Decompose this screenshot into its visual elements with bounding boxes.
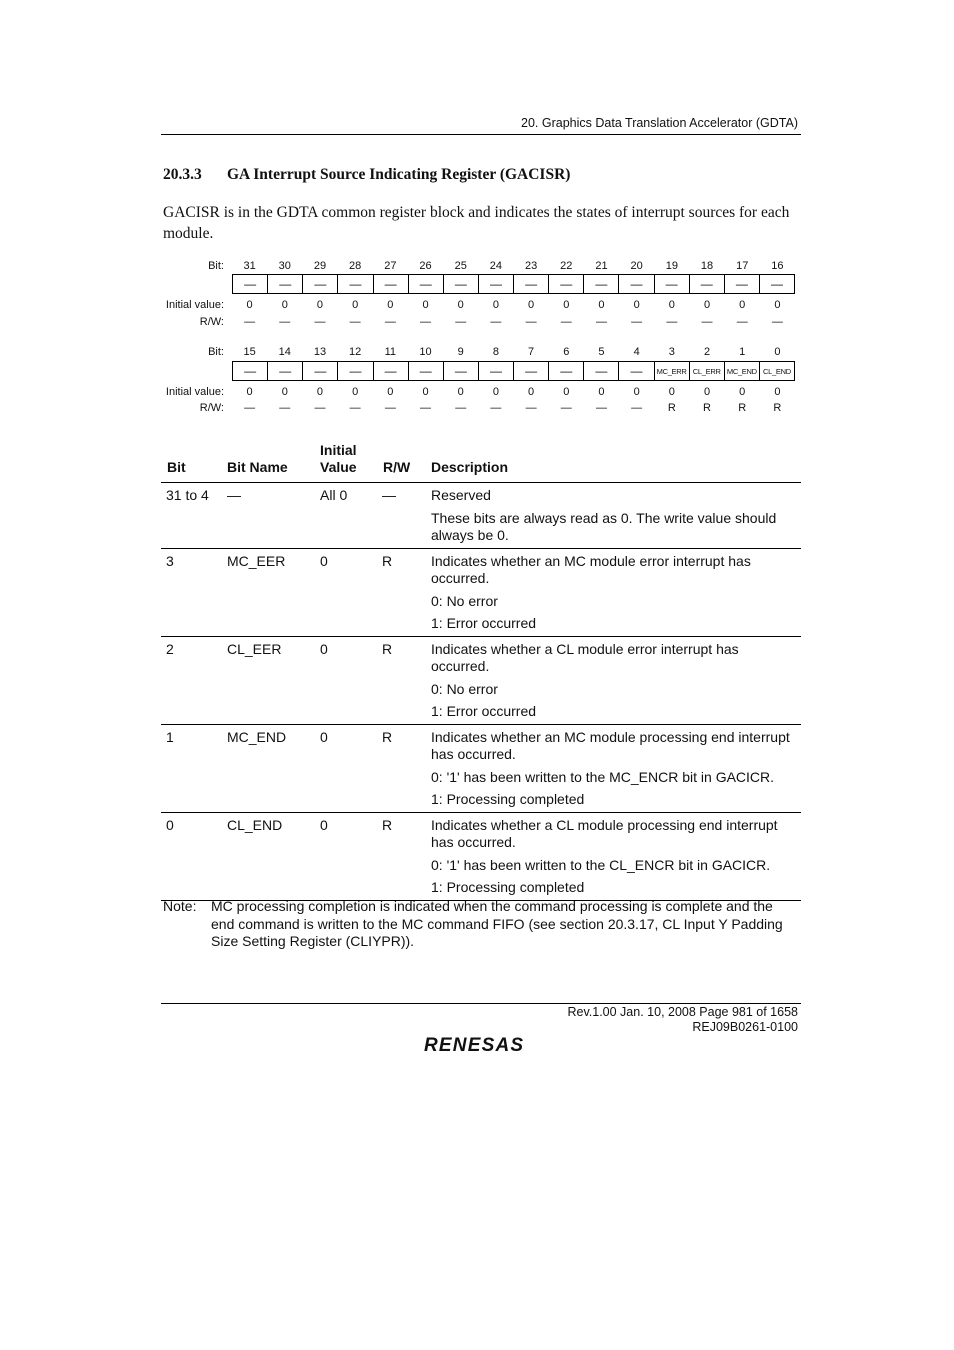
table-row xyxy=(161,813,801,901)
bit-number: 27 xyxy=(384,260,397,272)
bit-number: 11 xyxy=(384,346,397,358)
register-bit-cell: MC_END xyxy=(724,362,759,380)
table-row xyxy=(161,637,801,725)
rw-value: R xyxy=(738,402,747,414)
rw-value: — xyxy=(349,316,361,328)
rw-value: — xyxy=(349,402,361,414)
bit-number: 25 xyxy=(454,260,467,272)
bit-number: 24 xyxy=(489,260,503,272)
register-bit-cell: — xyxy=(548,275,583,293)
rw-values-lower xyxy=(232,402,795,414)
cell-name: — xyxy=(227,487,241,503)
cell-description xyxy=(431,813,797,900)
rw-values-upper xyxy=(232,316,795,328)
register-bit-cell: — xyxy=(548,362,583,380)
initial-value: 0 xyxy=(352,299,359,311)
register-bit-cell: — xyxy=(689,275,724,293)
rw-value: — xyxy=(314,316,326,328)
initial-value: 0 xyxy=(387,386,394,398)
rw-value: — xyxy=(736,316,748,328)
initial-value: 0 xyxy=(316,299,324,311)
register-bit-cell: — xyxy=(478,275,513,293)
bit-number: 16 xyxy=(771,260,784,272)
register-bit-cell: — xyxy=(513,275,548,293)
register-bit-cell: — xyxy=(618,275,653,293)
initial-value: 0 xyxy=(492,299,499,311)
initial-values-lower xyxy=(232,386,795,398)
initial-value: 0 xyxy=(633,299,640,311)
initial-value: 0 xyxy=(246,299,253,311)
register-bit-cell: — xyxy=(337,362,372,380)
bit-numbers-lower xyxy=(232,346,795,358)
initial-value: 0 xyxy=(563,386,570,398)
initial-value: 0 xyxy=(528,299,535,311)
register-bit-cell: — xyxy=(373,362,408,380)
rw-value: — xyxy=(560,402,572,414)
bit-description-table xyxy=(161,436,801,901)
bit-number: 22 xyxy=(560,260,573,272)
section-title-text: GA Interrupt Source Indicating Register (GACISR) xyxy=(227,166,571,183)
initial-value: 0 xyxy=(281,386,288,398)
initial-value: 0 xyxy=(703,386,711,398)
rw-value: — xyxy=(490,316,502,328)
rw-value: — xyxy=(595,316,607,328)
register-bit-cell: — xyxy=(302,362,337,380)
description-line: These bits are always read as 0. The write value should always be 0. xyxy=(431,509,777,543)
bit-label-upper: Bit: xyxy=(208,260,224,272)
running-header: 20. Graphics Data Translation Accelerator (GDTA) xyxy=(521,116,798,130)
bit-number: 5 xyxy=(598,346,605,358)
rw-label-lower: R/W: xyxy=(199,402,224,414)
bit-number: 6 xyxy=(563,346,570,358)
bit-number: 0 xyxy=(774,346,781,358)
register-bit-cell: — xyxy=(337,275,372,293)
note-label: Note: xyxy=(163,898,197,914)
cell-initial: All 0 xyxy=(320,487,348,503)
initial-value: 0 xyxy=(774,299,781,311)
bit-number: 15 xyxy=(243,346,256,358)
bit-number: 1 xyxy=(739,346,746,358)
rw-value: — xyxy=(384,316,396,328)
rw-value: — xyxy=(420,402,432,414)
header-bit-name: Bit Name xyxy=(227,459,288,475)
table-row xyxy=(161,549,801,637)
description-line: 0: '1' has been written to the CL_ENCR bit in GACICR. xyxy=(431,856,771,873)
bit-number: 17 xyxy=(736,260,749,272)
section-number: 20.3.3 xyxy=(163,166,202,183)
bit-number: 31 xyxy=(243,260,256,272)
cell-rw: R xyxy=(382,552,393,569)
cell-name: CL_EER xyxy=(227,640,282,657)
header-initial-line2: Value xyxy=(320,459,357,475)
rw-value: — xyxy=(701,316,713,328)
rw-value: — xyxy=(771,316,783,328)
register-bit-cell: — xyxy=(244,364,257,378)
initial-value: 0 xyxy=(457,386,464,398)
register-bit-cell: — xyxy=(443,362,478,380)
cell-initial: 0 xyxy=(320,816,328,833)
rw-value: — xyxy=(666,316,678,328)
register-bit-cell: — xyxy=(267,362,302,380)
bit-number: 9 xyxy=(457,346,464,358)
rw-label-upper: R/W: xyxy=(199,316,224,328)
initial-value: 0 xyxy=(668,299,675,311)
register-bit-cell: — xyxy=(583,362,618,380)
description-line: 1: Error occurred xyxy=(431,703,537,719)
register-bit-cell: — xyxy=(618,362,653,380)
initial-value: 0 xyxy=(422,299,429,311)
register-bit-cell: MC_ERR xyxy=(654,362,689,380)
table-header xyxy=(161,436,801,483)
bit-number: 3 xyxy=(668,346,675,358)
rw-value: — xyxy=(631,402,643,414)
initial-value: 0 xyxy=(598,386,605,398)
footer-revision: Rev.1.00 Jan. 10, 2008 Page 981 of 1658 xyxy=(567,1005,798,1019)
cell-bit: 31 to 4 xyxy=(166,487,209,503)
rw-value: — xyxy=(244,402,256,414)
initial-label-upper: Initial value: xyxy=(165,299,224,311)
register-bit-cell: — xyxy=(267,275,302,293)
initial-value: 0 xyxy=(598,299,605,311)
header-initial-value xyxy=(320,442,357,476)
register-bit-cell: — xyxy=(583,275,618,293)
rw-value: — xyxy=(455,316,467,328)
bit-number: 28 xyxy=(349,260,362,272)
register-bit-cell: — xyxy=(373,275,408,293)
cell-description xyxy=(431,725,797,812)
cell-initial: 0 xyxy=(320,640,328,657)
register-cells-lower xyxy=(232,361,795,381)
register-bit-cell: CL_ERR xyxy=(689,362,724,380)
bit-number: 4 xyxy=(633,346,640,358)
section-title xyxy=(163,166,570,184)
description-line: 1: Error occurred xyxy=(431,615,537,631)
cell-initial: 0 xyxy=(320,552,328,569)
footer-doc-number: REJ09B0261-0100 xyxy=(692,1020,798,1034)
rw-value: — xyxy=(595,402,607,414)
register-bit-cell: CL_END xyxy=(759,362,794,380)
description-line: Reserved xyxy=(431,487,491,503)
register-bit-cell: — xyxy=(759,275,794,293)
rw-value: R xyxy=(667,402,676,414)
footer-rule xyxy=(161,1003,801,1004)
initial-values-upper xyxy=(232,299,795,311)
table-row xyxy=(161,725,801,813)
note xyxy=(163,898,799,951)
description-line: 0: No error xyxy=(431,680,498,697)
cell-initial: 0 xyxy=(320,728,328,745)
bit-number: 26 xyxy=(419,260,432,272)
cell-name: MC_END xyxy=(227,728,287,745)
rw-value: R xyxy=(773,402,782,414)
rw-value: — xyxy=(455,402,467,414)
bit-number: 29 xyxy=(313,260,327,272)
rw-value: — xyxy=(384,402,396,414)
intro-paragraph: GACISR is in the GDTA common register block and indicates the states of interrupt sources for each module. xyxy=(163,204,790,242)
bit-number: 12 xyxy=(349,346,362,358)
bit-number: 7 xyxy=(528,346,535,358)
table-body xyxy=(161,483,801,901)
cell-name: MC_EER xyxy=(227,552,286,569)
renesas-logo xyxy=(422,1032,542,1061)
register-bit-cell: — xyxy=(408,362,443,380)
initial-value: 0 xyxy=(457,299,464,311)
description-line: Indicates whether an MC module processing end interrupt has occurred. xyxy=(431,728,790,762)
cell-rw: — xyxy=(382,487,396,503)
header-initial-line1: Initial xyxy=(320,442,357,458)
description-line: Indicates whether a CL module error interrupt has occurred. xyxy=(431,640,739,674)
description-line: Indicates whether a CL module processing end interrupt has occurred. xyxy=(431,816,778,850)
bit-number: 10 xyxy=(419,346,432,358)
cell-bit: 1 xyxy=(166,728,174,745)
logo-wordmark: RENESAS xyxy=(424,1035,525,1056)
rw-value: — xyxy=(631,316,643,328)
rw-value: — xyxy=(244,316,256,328)
initial-value: 0 xyxy=(492,386,499,398)
initial-value: 0 xyxy=(633,386,640,398)
page-footer xyxy=(567,1005,798,1035)
cell-bit: 2 xyxy=(166,640,174,657)
header-description: Description xyxy=(431,459,509,475)
cell-rw: R xyxy=(382,640,393,657)
bit-number: 14 xyxy=(278,346,291,358)
header-rw: R/W xyxy=(383,459,411,475)
cell-bit: 3 xyxy=(166,552,174,569)
register-bit-cell: — xyxy=(408,275,443,293)
initial-value: 0 xyxy=(528,386,535,398)
initial-value: 0 xyxy=(739,386,746,398)
description-line: 0: No error xyxy=(431,592,498,609)
header-rule xyxy=(161,134,801,135)
note-text: MC processing completion is indicated when the command processing is complete and the end command is written to the MC command FIFO (see section 20.3.17, CL Input Y Padding Size Setting Register (CLIYPR)). xyxy=(211,898,783,949)
bit-number: 30 xyxy=(278,260,291,272)
initial-value: 0 xyxy=(739,299,746,311)
initial-value: 0 xyxy=(316,386,324,398)
rw-value: — xyxy=(279,316,291,328)
bit-number: 23 xyxy=(524,260,538,272)
cell-rw: R xyxy=(382,728,393,745)
register-bit-cell: — xyxy=(478,362,513,380)
cell-name: CL_END xyxy=(227,816,283,833)
rw-value: R xyxy=(703,402,711,414)
cell-bit: 0 xyxy=(166,816,174,833)
initial-value: 0 xyxy=(387,299,394,311)
renesas-logo-mark xyxy=(422,1032,542,1056)
table-row xyxy=(161,483,801,549)
initial-value: 0 xyxy=(774,386,781,398)
initial-label-lower: Initial value: xyxy=(165,386,224,398)
description-line: 1: Processing completed xyxy=(431,879,585,895)
register-bit-cell: — xyxy=(244,277,257,291)
register-bit-cell: — xyxy=(443,275,478,293)
register-bit-cell: — xyxy=(724,275,759,293)
header-bit: Bit xyxy=(167,459,186,475)
cell-description xyxy=(431,637,797,724)
rw-value: — xyxy=(525,316,537,328)
bit-number: 20 xyxy=(630,260,643,272)
register-cells-upper xyxy=(232,274,795,294)
bit-number: 13 xyxy=(313,346,327,358)
initial-value: 0 xyxy=(668,386,675,398)
bit-number: 2 xyxy=(703,346,711,358)
register-bit-cell: — xyxy=(654,275,689,293)
bit-number: 8 xyxy=(492,346,499,358)
initial-value: 0 xyxy=(281,299,288,311)
initial-value: 0 xyxy=(422,386,429,398)
bit-label-lower: Bit: xyxy=(208,346,224,358)
rw-value: — xyxy=(560,316,572,328)
description-line: 0: '1' has been written to the MC_ENCR bit in GACICR. xyxy=(431,768,775,785)
rw-value: — xyxy=(420,316,432,328)
rw-value: — xyxy=(279,402,291,414)
rw-value: — xyxy=(525,402,537,414)
initial-value: 0 xyxy=(703,299,711,311)
rw-value: — xyxy=(490,402,502,414)
cell-rw: R xyxy=(382,816,393,833)
cell-description xyxy=(431,549,797,636)
bit-number: 19 xyxy=(665,260,678,272)
bit-number: 18 xyxy=(700,260,714,272)
register-bit-cell: — xyxy=(302,275,337,293)
description-line: Indicates whether an MC module error interrupt has occurred. xyxy=(431,552,751,586)
initial-value: 0 xyxy=(246,386,253,398)
initial-value: 0 xyxy=(352,386,359,398)
description-line: 1: Processing completed xyxy=(431,791,585,807)
bit-numbers-upper xyxy=(232,260,795,272)
cell-description xyxy=(431,483,797,548)
initial-value: 0 xyxy=(563,299,570,311)
rw-value: — xyxy=(314,402,326,414)
bit-number: 21 xyxy=(595,260,608,272)
register-bit-cell: — xyxy=(513,362,548,380)
